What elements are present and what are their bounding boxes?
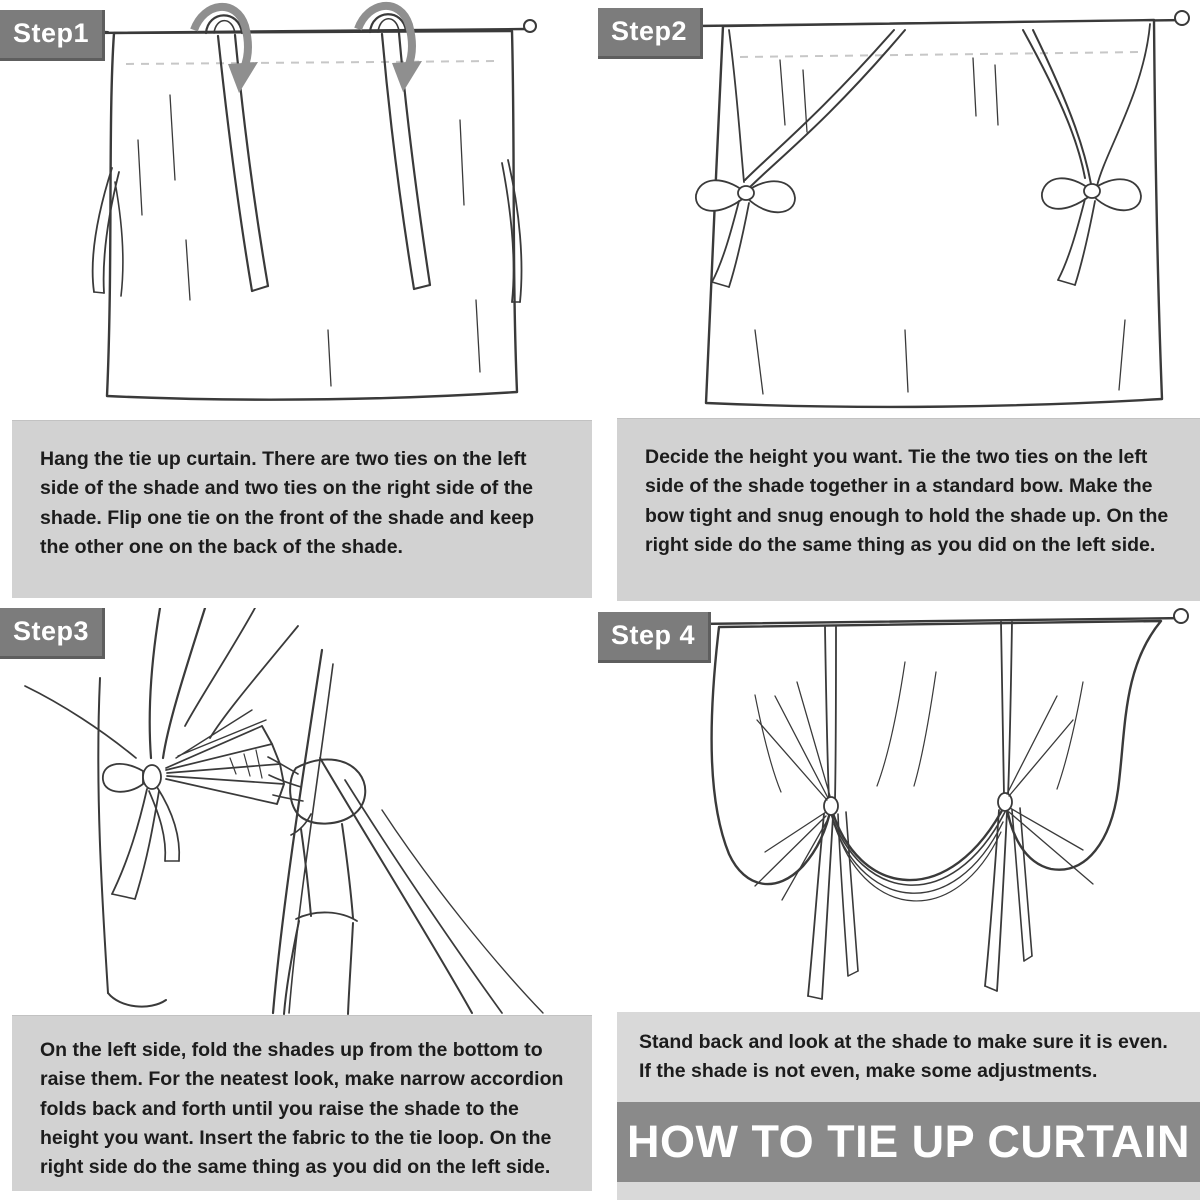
- curtain-panel: [706, 20, 1162, 407]
- rod-finial-right: [1174, 609, 1188, 623]
- step1-illustration: [78, 0, 538, 415]
- poster-title-bar: [617, 1102, 1200, 1182]
- step3-illustration: [0, 608, 600, 1015]
- step1-description: Hang the tie up curtain. There are two ties on the left side of the shade and two ties on the right side of the shade. Flip one tie on the front of the shade and keep the other one on the back of the shade.: [40, 448, 535, 558]
- step3-description-box: [12, 1015, 592, 1191]
- poster-title: HOW TO TIE UP CURTAIN: [626, 1116, 1190, 1167]
- step4-label: [598, 612, 711, 663]
- tied-up-shade: [712, 621, 1161, 884]
- tie-loop-knot: [103, 764, 179, 899]
- step4-description: Stand back and look at the shade to make sure it is even. If the shade is not even, make some adjustments.: [639, 1031, 1168, 1083]
- step1-label-text: Step1: [13, 18, 90, 48]
- accordion-folds: [166, 710, 284, 804]
- rod-finial-right: [524, 20, 536, 32]
- step1-label: [0, 10, 105, 61]
- step2-description: Decide the height you want. Tie the two ties on the left side of the shade together in a standard bow. Make the bow tight and snug enough to hold the shade up. On the right side do the same thing as you did on the left side.: [645, 446, 1169, 556]
- curtain-panel: [107, 31, 517, 400]
- step1-description-box: [12, 420, 592, 598]
- step4-description-box: [617, 1012, 1200, 1102]
- step2-illustration: [605, 0, 1200, 415]
- hand: [268, 757, 365, 1014]
- step4-label-text: Step 4: [611, 620, 696, 650]
- step2-label-text: Step2: [611, 16, 688, 46]
- step2-description-box: [617, 418, 1200, 601]
- step3-label: [0, 608, 105, 659]
- step2-label: [598, 8, 703, 59]
- step3-description: On the left side, fold the shades up from the bottom to raise them. For the neatest look, make narrow accordion folds back and forth until you raise the shade to the height you want. Insert the fabric to the tie loop. On the right side do the same thing as you did on the left side.: [40, 1039, 564, 1178]
- step3-label-text: Step3: [13, 616, 90, 646]
- rod-finial-right: [1175, 11, 1189, 25]
